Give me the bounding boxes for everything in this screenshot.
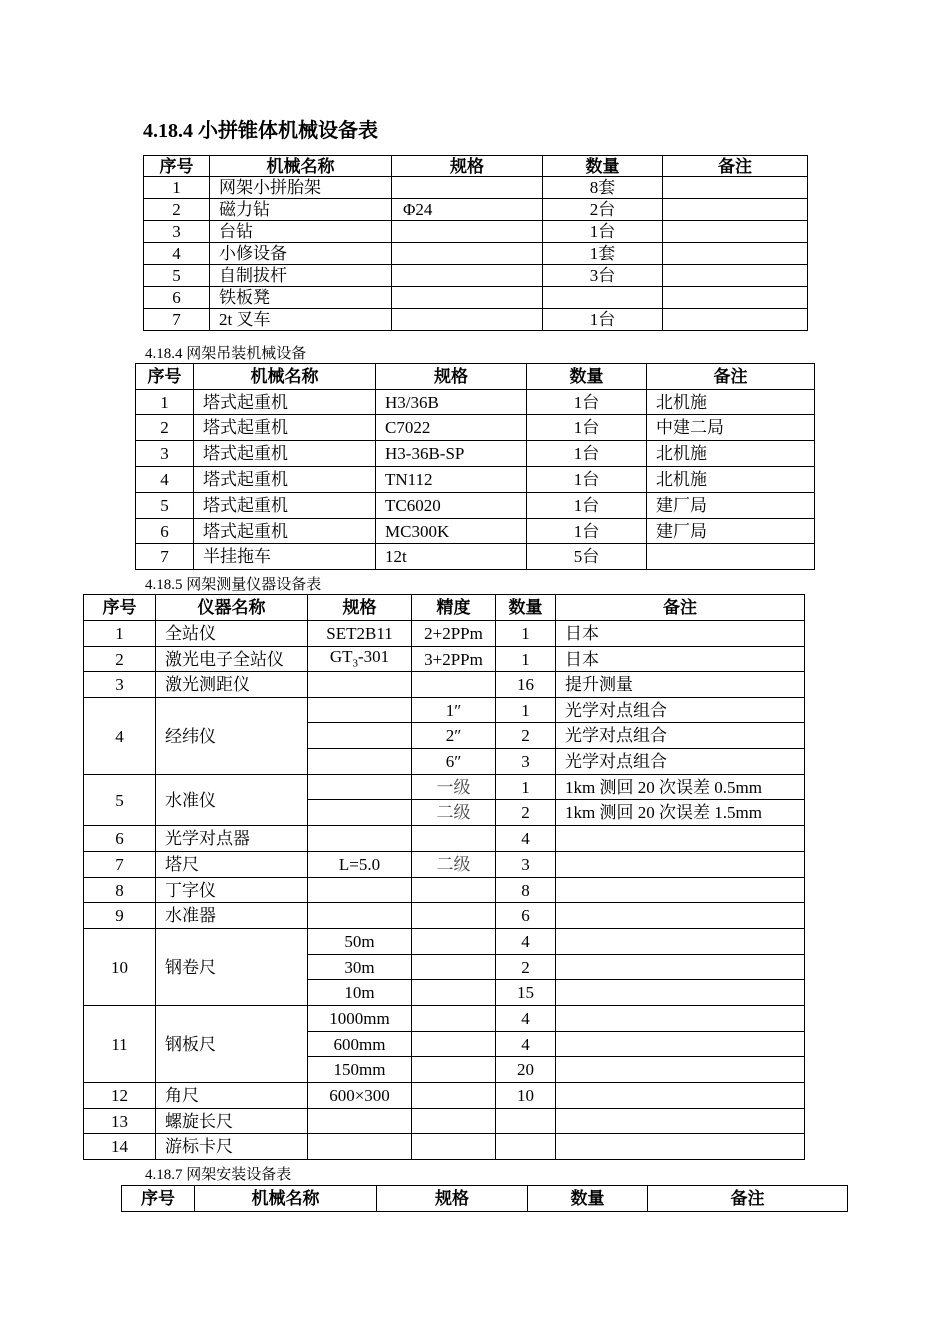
table-row (84, 929, 805, 955)
row-note: 1km 测回 20 次误差 1.5mm (556, 800, 805, 826)
row-precision (412, 955, 496, 980)
hoisting-equipment-table (135, 363, 815, 570)
row-spec: H3/36B (376, 390, 527, 415)
row-qty: 6 (496, 903, 556, 929)
caption-survey-instruments: 4.18.5 网架测量仪器设备表 (145, 577, 322, 593)
row-spec: C7022 (376, 415, 527, 441)
row-note (556, 1032, 805, 1057)
row-name: 塔尺 (156, 852, 308, 878)
row-note (556, 1109, 805, 1134)
row-note: 光学对点组合 (556, 749, 805, 775)
row-qty: 10 (496, 1083, 556, 1109)
table-row (144, 199, 808, 221)
row-spec: H3-36B-SP (376, 441, 527, 467)
row-note: 日本 (556, 621, 805, 647)
header-no: 序号 (84, 595, 156, 621)
row-precision: 3+2PPm (412, 647, 496, 672)
survey-instrument-table (83, 594, 805, 1160)
row-spec: 600mm (308, 1032, 412, 1057)
row-name: 塔式起重机 (194, 441, 376, 467)
row-precision: 2″ (412, 723, 496, 749)
row-spec: 1000mm (308, 1006, 412, 1032)
row-precision (412, 980, 496, 1006)
row-qty: 4 (496, 1006, 556, 1032)
row-name: 小修设备 (210, 243, 392, 265)
row-spec: 12t (376, 544, 527, 570)
row-spec: 10m (308, 980, 412, 1006)
row-no: 6 (144, 287, 210, 309)
header-precision: 精度 (412, 595, 496, 621)
row-qty: 1台 (543, 221, 663, 243)
row-note: 光学对点组合 (556, 723, 805, 749)
spec-tail: -301 (358, 647, 390, 667)
row-name: 塔式起重机 (194, 390, 376, 415)
row-qty: 1 (496, 621, 556, 647)
row-note (556, 852, 805, 878)
row-precision: 6″ (412, 749, 496, 775)
row-qty (543, 287, 663, 309)
row-no: 9 (84, 903, 156, 929)
row-precision (412, 826, 496, 852)
row-precision: 一级 (412, 775, 496, 800)
header-machine-name: 机械名称 (194, 364, 376, 390)
row-spec: L=5.0 (308, 852, 412, 878)
table-row (84, 647, 805, 672)
row-qty: 2 (496, 800, 556, 826)
row-precision (412, 672, 496, 698)
row-no: 14 (84, 1134, 156, 1160)
row-no: 1 (144, 177, 210, 199)
row-no: 3 (136, 441, 194, 467)
row-precision (412, 1057, 496, 1083)
table-row (136, 493, 815, 519)
row-no: 1 (136, 390, 194, 415)
row-spec: TN112 (376, 467, 527, 493)
row-note: 光学对点组合 (556, 698, 805, 723)
row-note (663, 243, 808, 265)
row-no: 2 (144, 199, 210, 221)
row-no: 7 (136, 544, 194, 570)
table-row (136, 467, 815, 493)
table-row (84, 826, 805, 852)
caption-hoisting-equipment: 4.18.4 网架吊装机械设备 (145, 346, 307, 362)
table-row (144, 243, 808, 265)
row-note: 北机施 (647, 467, 815, 493)
row-spec (308, 647, 412, 672)
row-name: 游标卡尺 (156, 1134, 308, 1160)
header-no: 序号 (136, 364, 194, 390)
row-qty: 4 (496, 1032, 556, 1057)
row-spec (308, 878, 412, 903)
row-name: 水准仪 (156, 775, 308, 826)
row-name: 塔式起重机 (194, 519, 376, 544)
table-row (84, 1083, 805, 1109)
row-spec: 600×300 (308, 1083, 412, 1109)
row-no: 10 (84, 929, 156, 1006)
row-spec (392, 265, 543, 287)
row-no: 13 (84, 1109, 156, 1134)
header-note: 备注 (648, 1186, 848, 1212)
row-precision (412, 1083, 496, 1109)
row-spec: 30m (308, 955, 412, 980)
row-spec (308, 775, 412, 800)
row-spec: 150mm (308, 1057, 412, 1083)
spec-subscript: 3 (352, 657, 358, 670)
row-qty: 20 (496, 1057, 556, 1083)
row-precision (412, 903, 496, 929)
row-name: 网架小拼胎架 (210, 177, 392, 199)
row-note (556, 955, 805, 980)
row-spec: SET2B11 (308, 621, 412, 647)
row-spec (392, 243, 543, 265)
row-qty (496, 1134, 556, 1160)
row-spec (308, 749, 412, 775)
row-qty: 1台 (527, 519, 647, 544)
table-row (144, 287, 808, 309)
row-note (663, 177, 808, 199)
row-spec (308, 1134, 412, 1160)
row-note: 建厂局 (647, 519, 815, 544)
row-spec (308, 672, 412, 698)
row-no: 3 (84, 672, 156, 698)
header-no: 序号 (144, 156, 210, 177)
row-no: 2 (136, 415, 194, 441)
table-row (84, 852, 805, 878)
row-note (663, 199, 808, 221)
row-qty: 8套 (543, 177, 663, 199)
table-row (144, 265, 808, 287)
row-note (663, 221, 808, 243)
row-name: 半挂拖车 (194, 544, 376, 570)
table-row (136, 519, 815, 544)
row-no: 6 (136, 519, 194, 544)
row-name: 塔式起重机 (194, 467, 376, 493)
row-note (556, 903, 805, 929)
row-qty: 1台 (527, 467, 647, 493)
installation-equipment-table (121, 1185, 848, 1212)
row-spec (392, 309, 543, 331)
row-no: 4 (144, 243, 210, 265)
row-spec (308, 800, 412, 826)
row-name: 螺旋长尺 (156, 1109, 308, 1134)
row-name: 水准器 (156, 903, 308, 929)
row-no: 5 (84, 775, 156, 826)
table-row (84, 672, 805, 698)
row-name: 全站仪 (156, 621, 308, 647)
row-name: 2t 叉车 (210, 309, 392, 331)
row-spec (308, 698, 412, 723)
row-spec: 50m (308, 929, 412, 955)
table-row (84, 1109, 805, 1134)
caption-installation-equipment: 4.18.7 网架安装设备表 (145, 1167, 292, 1183)
table-row (144, 177, 808, 199)
header-qty: 数量 (528, 1186, 648, 1212)
row-note (556, 826, 805, 852)
table-row (136, 544, 815, 570)
header-qty: 数量 (527, 364, 647, 390)
row-qty: 2 (496, 955, 556, 980)
row-name: 丁字仪 (156, 878, 308, 903)
row-note (556, 878, 805, 903)
row-precision: 二级 (412, 800, 496, 826)
row-qty: 16 (496, 672, 556, 698)
row-qty: 1 (496, 698, 556, 723)
header-no: 序号 (122, 1186, 195, 1212)
row-note: 建厂局 (647, 493, 815, 519)
row-qty: 5台 (527, 544, 647, 570)
row-qty: 1台 (543, 309, 663, 331)
table-row (84, 698, 805, 723)
row-spec (308, 1109, 412, 1134)
row-no: 5 (136, 493, 194, 519)
row-no: 3 (144, 221, 210, 243)
row-note (556, 1134, 805, 1160)
spec-main: GT (329, 647, 353, 667)
header-note: 备注 (663, 156, 808, 177)
table-row (84, 903, 805, 929)
row-qty: 1台 (527, 441, 647, 467)
row-qty: 1 (496, 647, 556, 672)
row-precision (412, 1032, 496, 1057)
row-spec: Φ24 (392, 199, 543, 221)
row-note (556, 1057, 805, 1083)
row-name: 钢卷尺 (156, 929, 308, 1006)
row-qty: 2台 (543, 199, 663, 221)
row-no: 7 (144, 309, 210, 331)
table-row (144, 309, 808, 331)
table-row (84, 1134, 805, 1160)
row-precision: 2+2PPm (412, 621, 496, 647)
row-precision (412, 1134, 496, 1160)
row-name: 塔式起重机 (194, 415, 376, 441)
row-precision: 二级 (412, 852, 496, 878)
table-row (136, 441, 815, 467)
row-no: 5 (144, 265, 210, 287)
row-name: 经纬仪 (156, 698, 308, 775)
row-spec: MC300K (376, 519, 527, 544)
table-row (84, 1006, 805, 1032)
row-note (663, 265, 808, 287)
header-spec: 规格 (308, 595, 412, 621)
row-note (556, 929, 805, 955)
row-note: 1km 测回 20 次误差 0.5mm (556, 775, 805, 800)
row-qty: 1台 (527, 390, 647, 415)
row-qty (496, 1109, 556, 1134)
table-row (84, 621, 805, 647)
header-instrument-name: 仪器名称 (156, 595, 308, 621)
header-machine-name: 机械名称 (195, 1186, 377, 1212)
row-note (556, 1083, 805, 1109)
row-no: 11 (84, 1006, 156, 1083)
row-note: 中建二局 (647, 415, 815, 441)
row-precision: 1″ (412, 698, 496, 723)
table-row (136, 415, 815, 441)
row-qty: 8 (496, 878, 556, 903)
row-no: 2 (84, 647, 156, 672)
table-row (84, 775, 805, 800)
row-name: 塔式起重机 (194, 493, 376, 519)
section-heading: 4.18.4 小拼锥体机械设备表 (143, 120, 378, 142)
row-name: 激光电子全站仪 (156, 647, 308, 672)
row-note: 北机施 (647, 390, 815, 415)
row-name: 激光测距仪 (156, 672, 308, 698)
row-qty: 4 (496, 826, 556, 852)
row-spec (308, 723, 412, 749)
row-name: 光学对点器 (156, 826, 308, 852)
row-name: 磁力钻 (210, 199, 392, 221)
row-note (663, 287, 808, 309)
row-qty: 3 (496, 749, 556, 775)
row-no: 4 (136, 467, 194, 493)
row-note (647, 544, 815, 570)
header-qty: 数量 (543, 156, 663, 177)
row-spec (308, 826, 412, 852)
row-spec (392, 287, 543, 309)
row-note (663, 309, 808, 331)
header-note: 备注 (647, 364, 815, 390)
header-machine-name: 机械名称 (210, 156, 392, 177)
row-name: 台钻 (210, 221, 392, 243)
row-note: 北机施 (647, 441, 815, 467)
row-precision (412, 1109, 496, 1134)
header-qty: 数量 (496, 595, 556, 621)
row-qty: 3 (496, 852, 556, 878)
row-qty: 1 (496, 775, 556, 800)
row-no: 12 (84, 1083, 156, 1109)
row-note: 日本 (556, 647, 805, 672)
row-no: 8 (84, 878, 156, 903)
row-precision (412, 929, 496, 955)
row-no: 6 (84, 826, 156, 852)
row-no: 4 (84, 698, 156, 775)
row-name: 钢板尺 (156, 1006, 308, 1083)
row-name: 铁板凳 (210, 287, 392, 309)
row-qty: 1台 (527, 493, 647, 519)
row-qty: 4 (496, 929, 556, 955)
row-spec (392, 221, 543, 243)
table-row (144, 221, 808, 243)
row-note (556, 980, 805, 1006)
row-qty: 2 (496, 723, 556, 749)
row-qty: 3台 (543, 265, 663, 287)
row-precision (412, 1006, 496, 1032)
row-qty: 1套 (543, 243, 663, 265)
row-no: 1 (84, 621, 156, 647)
table-row (84, 878, 805, 903)
row-note (556, 1006, 805, 1032)
row-spec (308, 903, 412, 929)
header-spec: 规格 (376, 364, 527, 390)
row-precision (412, 878, 496, 903)
header-spec: 规格 (392, 156, 543, 177)
row-no: 7 (84, 852, 156, 878)
row-spec (392, 177, 543, 199)
row-name: 角尺 (156, 1083, 308, 1109)
row-name: 自制拔杆 (210, 265, 392, 287)
table-row (136, 390, 815, 415)
row-qty: 1台 (527, 415, 647, 441)
row-qty: 15 (496, 980, 556, 1006)
header-note: 备注 (556, 595, 805, 621)
row-note: 提升测量 (556, 672, 805, 698)
header-spec: 规格 (377, 1186, 528, 1212)
row-spec: TC6020 (376, 493, 527, 519)
small-assembly-equipment-table (143, 155, 808, 331)
